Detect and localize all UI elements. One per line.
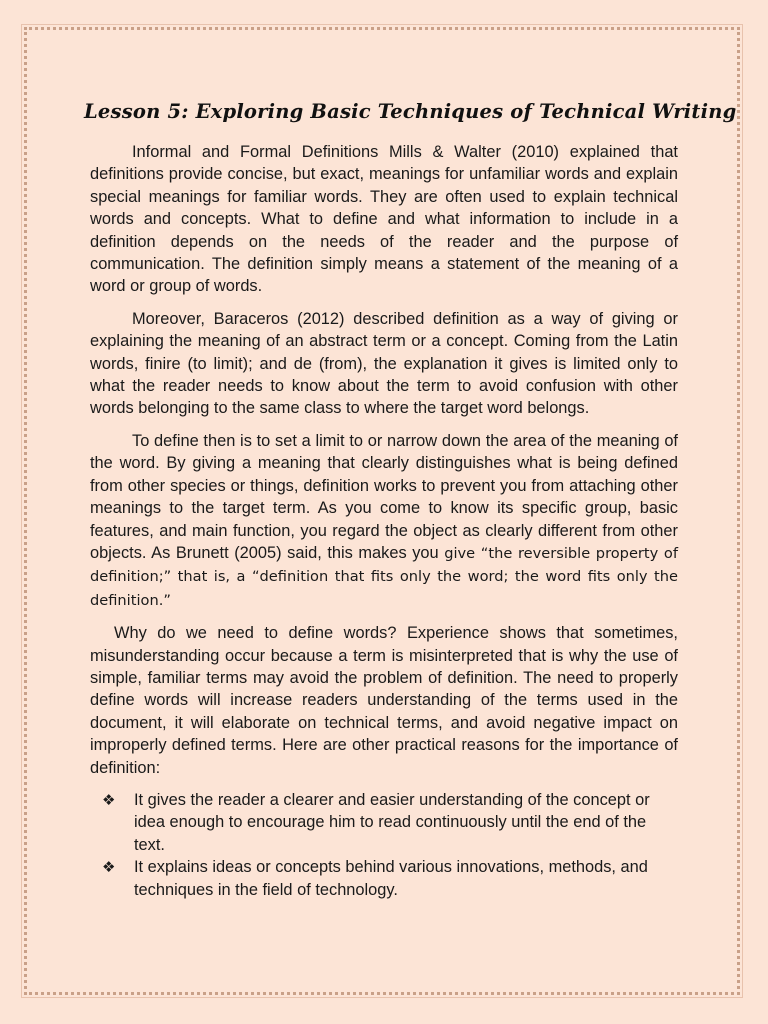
list-item: [90, 856, 678, 901]
list-item: [90, 789, 678, 856]
diamond-bullet-icon: ❖: [102, 858, 116, 877]
paragraph-define-limit: [90, 430, 678, 612]
list-item-text: It gives the reader a clearer and easier understanding of the concept or idea enough to encourage him to read continuously until the end of the text.: [134, 790, 650, 854]
paragraph-define-limit-text: To define then is to set a limit to or narrow down the area of the meaning of the word. By giving a meaning that clearly distinguishes what is being defined from other species or things, definition works to prevent you from attaching other meanings to the target term. As you come to know its specific group, basic features, and main function, you regard the object as clearly different from other objects. As Brunett (2005) said, this makes you: [90, 431, 678, 562]
paragraph-definitions-intro: Informal and Formal Definitions Mills & Walter (2010) explained that definitions provide concise, but exact, meanings for unfamiliar words and explain special meanings for familiar words. They are often used to explain technical words and concepts. What to define and what information to include in a definition depends on the needs of the reader and the purpose of communication. The definition simply means a statement of the meaning of a word or group of words.: [90, 143, 678, 296]
paragraph-why-define: Why do we need to define words? Experience shows that sometimes, misunderstanding occur because a term is misinterpreted that is why the use of simple, familiar terms may avoid the problem of definition. The need to properly define words will increase readers understanding of the terms used in the document, it will elaborate on technical terms, and avoid negative impact on improperly defined terms. Here are other practical reasons for the importance of definition:: [90, 624, 678, 777]
lesson-page: [84, 100, 737, 901]
diamond-bullet-icon: ❖: [102, 790, 116, 809]
list-item-text: It explains ideas or concepts behind various innovations, methods, and techniques in the field of technology.: [134, 858, 648, 899]
lesson-title: Lesson 5: Exploring Basic Techniques of Technical Writing: [84, 100, 737, 123]
brunett-quote: give “the reversible property of definition;” that is, a “definition that fits only the word; the word fits only the definition.”: [90, 544, 678, 609]
reasons-list: [90, 789, 678, 901]
paragraph-baraceros: Moreover, Baraceros (2012) described definition as a way of giving or explaining the meaning of an abstract term or a concept. Coming from the Latin words, finire (to limit); and de (from), the explanation it gives is limited only to what the reader needs to know about the term to avoid confusion with other words belonging to the same class to where the target word belongs.: [90, 309, 678, 418]
